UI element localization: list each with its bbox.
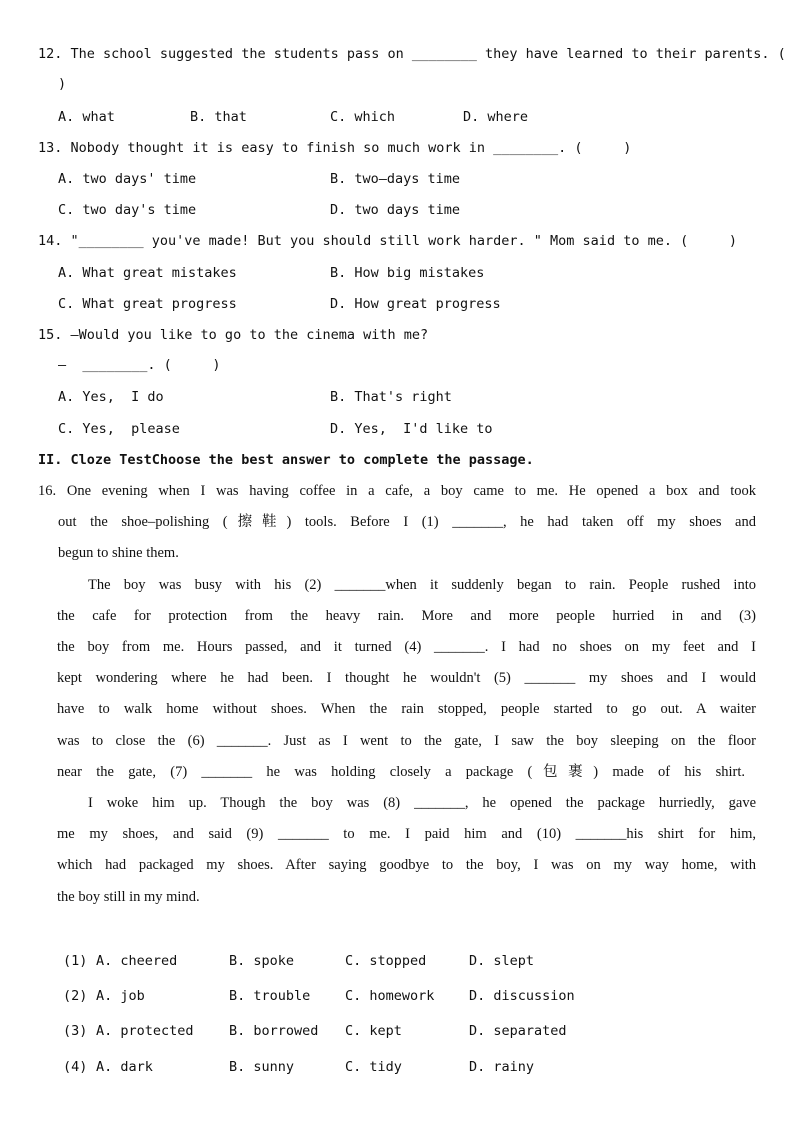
cloze-option-a: A. dark: [96, 1059, 153, 1075]
cloze-option-d: D. discussion: [469, 988, 575, 1004]
passage-line: kept wondering where he had been. I thought he wouldn't (5) _______ my shoes and I would: [57, 670, 756, 686]
passage-line: 16. One evening when I was having coffee in a cafe, a boy came to me. He opened a box and took: [38, 483, 756, 499]
passage-line: The boy was busy with his (2) _______when it suddenly began to rain. People rushed into: [88, 577, 756, 593]
question-14-stem: 14. "________ you've made! But you should still work harder. " Mom said to me. ( ): [38, 233, 737, 249]
question-13-option-b: B. two–days time: [330, 171, 461, 187]
cloze-option-a: A. job: [96, 988, 145, 1004]
cloze-option-c: C. kept: [345, 1023, 402, 1039]
cloze-item-number: (2): [63, 988, 88, 1004]
passage-line: which had packaged my shoes. After saying goodbye to the boy, I was on my way home, with: [57, 857, 756, 873]
cloze-option-b: B. spoke: [229, 953, 295, 969]
cloze-option-d: D. rainy: [469, 1059, 535, 1075]
passage-line: I woke him up. Though the boy was (8) _______, he opened the package hurriedly, gave: [88, 795, 756, 811]
passage-line: the boy from me. Hours passed, and it turned (4) _______. I had no shoes on my feet and I: [57, 639, 756, 655]
question-15-option-b: B. That's right: [330, 389, 452, 405]
question-15-option-d: D. Yes, I'd like to: [330, 421, 493, 437]
question-12-stem-continued: ): [58, 76, 67, 92]
question-14-option-a: A. What great mistakes: [58, 265, 237, 281]
cloze-option-d: D. slept: [469, 953, 535, 969]
cloze-option-b: B. borrowed: [229, 1023, 319, 1039]
cloze-option-c: C. homework: [345, 988, 435, 1004]
question-15-option-a: A. Yes, I do: [58, 389, 164, 405]
question-15-stem: 15. –Would you like to go to the cinema with me?: [38, 327, 429, 343]
cloze-option-c: C. stopped: [345, 953, 427, 969]
question-12-stem: 12. The school suggested the students pass on ________ they have learned to their parents. (: [38, 46, 786, 62]
question-14-option-c: C. What great progress: [58, 296, 237, 312]
cloze-option-b: B. sunny: [229, 1059, 295, 1075]
question-13-option-a: A. two days' time: [58, 171, 197, 187]
question-12-option-a: A. what: [58, 109, 115, 125]
passage-line: out the shoe–polishing (擦鞋) tools. Before I (1) _______, he had taken off my shoes and: [58, 514, 756, 530]
passage-line: have to walk home without shoes. When the rain stopped, people started to go out. A waiter: [57, 701, 756, 717]
question-12-option-d: D. where: [463, 109, 529, 125]
cloze-option-c: C. tidy: [345, 1059, 402, 1075]
passage-line: near the gate, (7) _______ he was holding closely a package (包裹) made of his shirt.: [57, 764, 745, 780]
question-15-option-c: C. Yes, please: [58, 421, 180, 437]
passage-line: the cafe for protection from the heavy rain. More and more people hurried in and (3): [57, 608, 756, 624]
cloze-option-d: D. separated: [469, 1023, 567, 1039]
question-12-option-b: B. that: [190, 109, 247, 125]
question-13-stem: 13. Nobody thought it is easy to finish so much work in ________. ( ): [38, 140, 632, 156]
question-14-option-d: D. How great progress: [330, 296, 501, 312]
passage-line: was to close the (6) _______. Just as I went to the gate, I saw the boy sleeping on the floor: [57, 733, 756, 749]
passage-line: the boy still in my mind.: [57, 889, 200, 905]
cloze-option-b: B. trouble: [229, 988, 311, 1004]
cloze-option-a: A. protected: [96, 1023, 194, 1039]
cloze-option-a: A. cheered: [96, 953, 178, 969]
question-13-option-c: C. two day's time: [58, 202, 197, 218]
question-12-option-c: C. which: [330, 109, 396, 125]
passage-line: me my shoes, and said (9) _______ to me. I paid him and (10) _______his shirt for him,: [57, 826, 756, 842]
cloze-item-number: (4): [63, 1059, 88, 1075]
cloze-item-number: (3): [63, 1023, 88, 1039]
question-15-response: – ________. ( ): [58, 357, 221, 373]
question-14-option-b: B. How big mistakes: [330, 265, 485, 281]
question-13-option-d: D. two days time: [330, 202, 461, 218]
section-heading: II. Cloze TestChoose the best answer to complete the passage.: [38, 452, 534, 468]
cloze-item-number: (1): [63, 953, 88, 969]
passage-line: begun to shine them.: [58, 545, 179, 561]
